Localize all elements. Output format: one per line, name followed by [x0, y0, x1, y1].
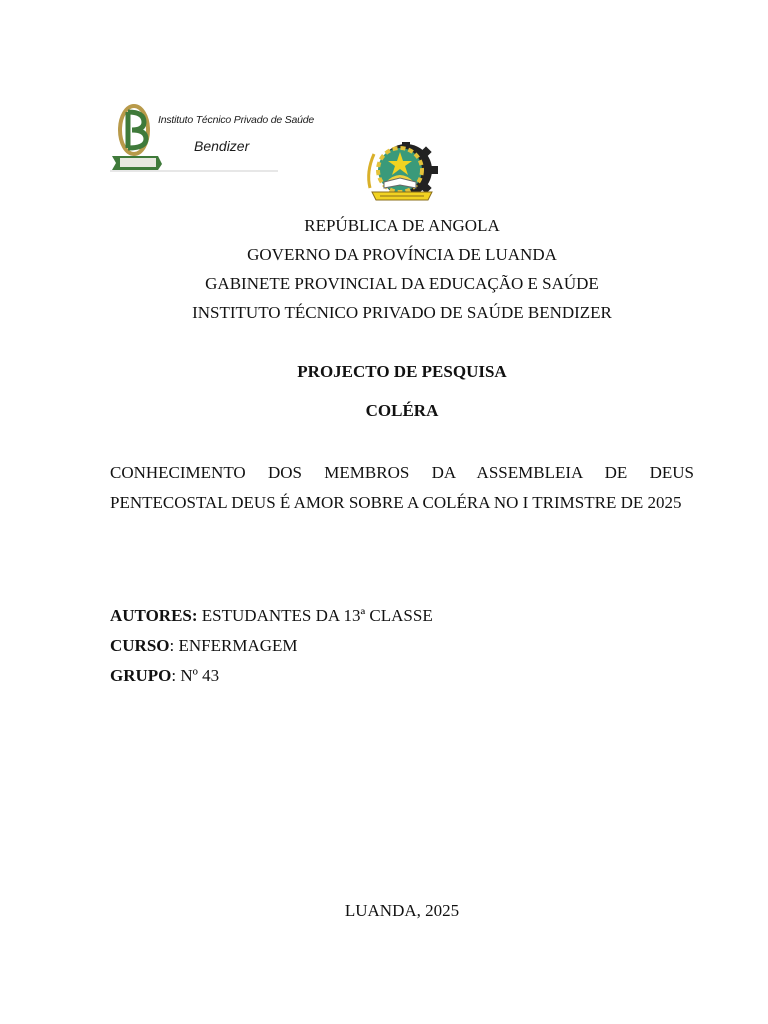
document-type: PROJECTO DE PESQUISA [297, 362, 507, 381]
group-line [110, 666, 219, 686]
header-government: GOVERNO DA PROVÍNCIA DE LUANDA [247, 245, 557, 264]
course-line [110, 636, 298, 656]
authors-line [110, 606, 433, 626]
group-label: GRUPO [110, 666, 172, 685]
header-office: GABINETE PROVINCIAL DA EDUCAÇÃO E SAÚDE [205, 274, 599, 293]
header-institute: INSTITUTO TÉCNICO PRIVADO DE SAÚDE BENDIZER [192, 303, 612, 322]
angola-coat-of-arms-icon [362, 142, 442, 204]
document-subject: COLÉRA [365, 401, 439, 420]
institute-logo [110, 100, 315, 172]
authors-value: ESTUDANTES DA 13ª CLASSE [197, 606, 433, 625]
place-date: LUANDA, 2025 [344, 901, 460, 920]
institute-logo-line-2: Bendizer [194, 138, 250, 154]
document-theme: CONHECIMENTO DOS MEMBROS DA ASSEMBLEIA DE DEUS PENTECOSTAL DEUS É AMOR SOBRE A COLÉRA NO I TRIMSTRE DE 2025 [110, 463, 694, 512]
course-value: : ENFERMAGEM [169, 636, 298, 655]
header-country: REPÚBLICA DE ANGOLA [304, 216, 500, 235]
course-label: CURSO [110, 636, 170, 655]
institute-logo-line-1: Instituto Técnico Privado de Saúde [158, 114, 315, 126]
group-value: : Nº 43 [171, 666, 220, 685]
authors-label: AUTORES: [110, 606, 198, 625]
